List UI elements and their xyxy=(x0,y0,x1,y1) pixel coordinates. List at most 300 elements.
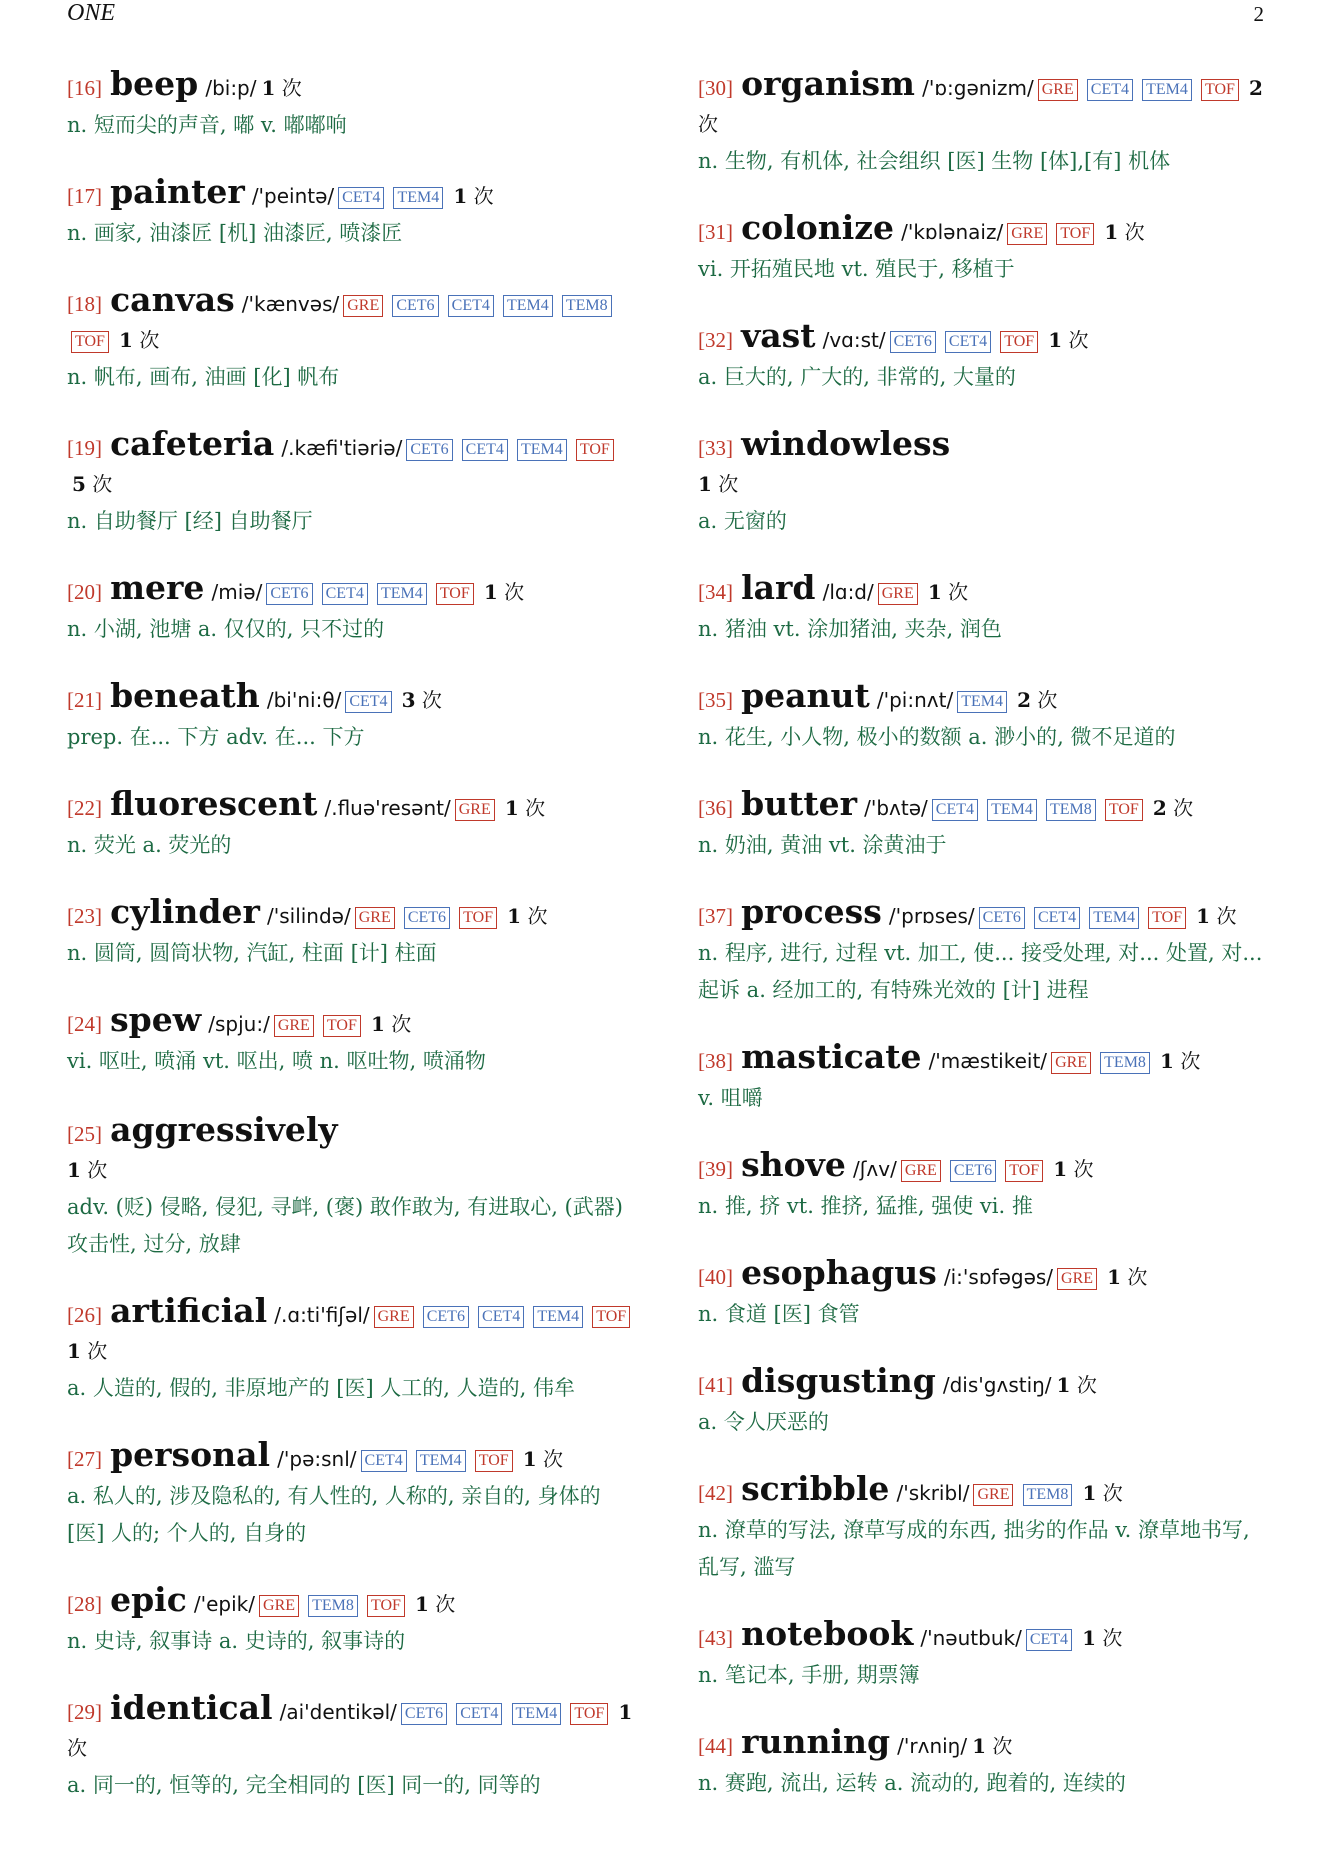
exam-tag-cet6: CET6 xyxy=(979,907,1025,929)
occurrence-count-unit: 次 xyxy=(1102,1481,1123,1505)
entry-headline xyxy=(698,1039,1273,1080)
headword: artificial xyxy=(110,1291,268,1330)
occurrence-count xyxy=(415,1592,455,1616)
occurrence-count xyxy=(484,580,524,604)
exam-tag-tof: TOF xyxy=(475,1450,513,1472)
entry-headline xyxy=(698,318,1273,359)
definition: a. 私人的, 涉及隐私的, 有人性的, 人称的, 亲自的, 身体的 [医] 人的; 个人的, 自身的 xyxy=(67,1484,601,1545)
word-entry xyxy=(698,1363,1273,1441)
exam-tag-gre: GRE xyxy=(901,1160,941,1182)
occurrence-count xyxy=(1082,1626,1122,1650)
left-column xyxy=(67,66,637,1804)
exam-tag-cet4: CET4 xyxy=(945,331,991,353)
entry-headline xyxy=(698,1616,1273,1657)
occurrence-count-unit: 次 xyxy=(87,1339,108,1363)
occurrence-count-number: 1 xyxy=(119,328,133,352)
phonetic-transcription: /spju:/ xyxy=(208,1012,270,1036)
occurrence-count xyxy=(1160,1049,1200,1073)
definition: n. 自助餐厅 [经] 自助餐厅 xyxy=(67,509,313,533)
headword: beep xyxy=(110,64,199,103)
exam-tag-tof: TOF xyxy=(71,331,109,353)
word-entry xyxy=(698,1039,1273,1117)
headword: vast xyxy=(741,316,816,355)
word-entry xyxy=(698,678,1273,756)
definition: n. 画家, 油漆匠 [机] 油漆匠, 喷漆匠 xyxy=(67,221,403,245)
phonetic-transcription: /'kɒlənaiz/ xyxy=(901,220,1004,244)
entry-headline xyxy=(698,1363,1273,1404)
exam-tag-cet4: CET4 xyxy=(1034,907,1080,929)
phonetic-transcription: /'kænvəs/ xyxy=(241,292,340,316)
occurrence-count-unit: 次 xyxy=(1073,1157,1094,1181)
entry-number: [42] xyxy=(698,1481,733,1505)
occurrence-count-number: 1 xyxy=(522,1447,537,1471)
occurrence-count-unit: 次 xyxy=(1124,220,1145,244)
entry-headline xyxy=(698,570,1273,611)
definition: n. 短而尖的声音, 嘟 v. 嘟嘟响 xyxy=(67,113,347,137)
phonetic-transcription: /'skribl/ xyxy=(896,1481,970,1505)
exam-tag-cet4: CET4 xyxy=(322,583,368,605)
occurrence-count-number: 1 xyxy=(1082,1626,1097,1650)
occurrence-count-unit: 次 xyxy=(281,76,302,100)
occurrence-count xyxy=(119,328,159,352)
entry-number: [36] xyxy=(698,796,733,820)
exam-tag-tof: TOF xyxy=(323,1015,361,1037)
exam-tag-cet4: CET4 xyxy=(478,1306,524,1328)
phonetic-transcription: /'ɒ:gənizm/ xyxy=(922,76,1034,100)
entry-headline xyxy=(698,210,1273,251)
occurrence-count-unit: 次 xyxy=(87,1158,108,1182)
exam-tag-cet4: CET4 xyxy=(456,1703,502,1725)
headword: beneath xyxy=(110,676,260,715)
occurrence-count-number: 2 xyxy=(1152,796,1167,820)
occurrence-count-unit: 次 xyxy=(139,328,160,352)
entry-number: [21] xyxy=(67,688,102,712)
definition: n. 食道 [医] 食管 xyxy=(698,1302,860,1326)
occurrence-count-number: 1 xyxy=(1053,1157,1068,1181)
occurrence-count-unit: 次 xyxy=(1127,1265,1148,1289)
definition: n. 荧光 a. 荧光的 xyxy=(67,833,232,857)
entry-headline xyxy=(698,894,1273,935)
occurrence-count-number: 1 xyxy=(370,1012,385,1036)
phonetic-transcription: /bi:p/ xyxy=(205,76,257,100)
entry-headline xyxy=(67,66,637,107)
occurrence-count-unit: 次 xyxy=(67,1736,87,1760)
definition: n. 小湖, 池塘 a. 仅仅的, 只不过的 xyxy=(67,617,385,641)
occurrence-count-number: 1 xyxy=(1056,1373,1071,1397)
word-entry xyxy=(698,426,1273,540)
definition: a. 无窗的 xyxy=(698,509,787,533)
occurrence-count xyxy=(67,1339,107,1363)
headword: painter xyxy=(110,172,245,211)
occurrence-count xyxy=(523,1447,563,1471)
occurrence-count-number: 1 xyxy=(415,1592,429,1616)
exam-tag-tem8: TEM8 xyxy=(562,295,612,317)
entry-number: [25] xyxy=(67,1122,102,1146)
entry-number: [39] xyxy=(698,1157,733,1181)
headword: masticate xyxy=(741,1037,922,1076)
occurrence-count-number: 1 xyxy=(1082,1481,1097,1505)
headword: running xyxy=(741,1722,891,1761)
occurrence-count-number: 1 xyxy=(1104,220,1119,244)
exam-tag-cet6: CET6 xyxy=(950,1160,996,1182)
entry-number: [23] xyxy=(67,904,102,928)
exam-tag-tem8: TEM8 xyxy=(308,1595,358,1617)
entry-number: [27] xyxy=(67,1447,102,1471)
occurrence-count-number: 1 xyxy=(698,472,712,496)
occurrence-count-number: 1 xyxy=(67,1158,81,1182)
exam-tag-cet6: CET6 xyxy=(404,907,450,929)
phonetic-transcription: /'pi:nʌt/ xyxy=(876,688,954,712)
occurrence-count xyxy=(505,796,545,820)
exam-tag-cet4: CET4 xyxy=(462,439,508,461)
word-entry xyxy=(67,1002,637,1080)
exam-tag-tem4: TEM4 xyxy=(416,1450,466,1472)
exam-tag-gre: GRE xyxy=(343,295,383,317)
definition: n. 生物, 有机体, 社会组织 [医] 生物 [体],[有] 机体 xyxy=(698,149,1171,173)
entry-number: [19] xyxy=(67,436,102,460)
entry-number: [33] xyxy=(698,436,733,460)
entry-headline xyxy=(698,1724,1273,1765)
entry-headline xyxy=(67,1690,637,1767)
word-entry xyxy=(698,1724,1273,1802)
entry-number: [43] xyxy=(698,1626,733,1650)
definition: a. 同一的, 恒等的, 完全相同的 [医] 同一的, 同等的 xyxy=(67,1773,541,1797)
definition: vi. 呕吐, 喷涌 vt. 呕出, 喷 n. 呕吐物, 喷涌物 xyxy=(67,1049,486,1073)
phonetic-transcription: /.kæfi'tiəriə/ xyxy=(281,436,403,460)
entry-number: [38] xyxy=(698,1049,733,1073)
exam-tag-tem4: TEM4 xyxy=(957,691,1007,713)
definition: n. 奶油, 黄油 vt. 涂黄油于 xyxy=(698,833,947,857)
occurrence-count-unit: 次 xyxy=(527,904,548,928)
definition: a. 巨大的, 广大的, 非常的, 大量的 xyxy=(698,365,1016,389)
occurrence-count-unit: 次 xyxy=(391,1012,412,1036)
occurrence-count-unit: 次 xyxy=(435,1592,456,1616)
occurrence-count-unit: 次 xyxy=(992,1734,1013,1758)
entry-number: [37] xyxy=(698,904,733,928)
exam-tag-gre: GRE xyxy=(1051,1052,1091,1074)
occurrence-count-number: 2 xyxy=(1017,688,1031,712)
exam-tag-tof: TOF xyxy=(570,1703,608,1725)
occurrence-count xyxy=(67,1158,107,1182)
occurrence-count xyxy=(1017,688,1057,712)
phonetic-transcription: /ai'dentikəl/ xyxy=(279,1700,397,1724)
exam-tag-cet4: CET4 xyxy=(1087,79,1133,101)
exam-tag-tof: TOF xyxy=(436,583,474,605)
exam-tag-tem4: TEM4 xyxy=(393,187,443,209)
exam-tag-tem4: TEM4 xyxy=(1089,907,1139,929)
exam-tag-cet6: CET6 xyxy=(406,439,452,461)
entry-headline xyxy=(67,174,637,215)
occurrence-count-number: 1 xyxy=(618,1700,633,1724)
entry-headline xyxy=(67,426,637,503)
headword: spew xyxy=(110,1000,202,1039)
entry-headline xyxy=(67,282,637,359)
occurrence-count-unit: 次 xyxy=(421,688,442,712)
exam-tag-gre: GRE xyxy=(1038,79,1078,101)
phonetic-transcription: /.fluə'resənt/ xyxy=(324,796,451,820)
word-entry xyxy=(67,570,637,648)
occurrence-count-number: 1 xyxy=(453,184,468,208)
definition: n. 帆布, 画布, 油画 [化] 帆布 xyxy=(67,365,340,389)
word-entry xyxy=(67,1690,637,1804)
occurrence-count xyxy=(262,76,302,100)
exam-tag-tem8: TEM8 xyxy=(1046,799,1096,821)
occurrence-count xyxy=(1107,1265,1147,1289)
headword: esophagus xyxy=(741,1253,937,1292)
exam-tag-gre: GRE xyxy=(259,1595,299,1617)
exam-tag-tof: TOF xyxy=(1000,331,1038,353)
entry-headline xyxy=(67,1002,637,1043)
phonetic-transcription: /.ɑ:ti'fiʃəl/ xyxy=(274,1303,370,1327)
word-entry xyxy=(698,1255,1273,1333)
exam-tag-gre: GRE xyxy=(374,1306,414,1328)
occurrence-count-unit: 次 xyxy=(1216,904,1237,928)
definition: n. 赛跑, 流出, 运转 a. 流动的, 跑着的, 连续的 xyxy=(698,1771,1126,1795)
exam-tag-tof: TOF xyxy=(1056,223,1094,245)
word-entry xyxy=(67,1437,637,1552)
exam-tag-tem4: TEM4 xyxy=(377,583,427,605)
occurrence-count-unit: 次 xyxy=(1102,1626,1123,1650)
exam-tag-tem8: TEM8 xyxy=(1023,1484,1073,1506)
occurrence-count-number: 1 xyxy=(1160,1049,1174,1073)
exam-tag-cet4: CET4 xyxy=(361,1450,407,1472)
entry-number: [26] xyxy=(67,1303,102,1327)
headword: windowless xyxy=(741,424,951,463)
entry-headline xyxy=(67,1293,637,1370)
word-entry xyxy=(67,1112,637,1263)
headword: cafeteria xyxy=(110,424,275,463)
occurrence-count-unit: 次 xyxy=(1173,796,1194,820)
exam-tag-tem4: TEM4 xyxy=(517,439,567,461)
entry-headline xyxy=(67,786,637,827)
word-entry xyxy=(698,1471,1273,1586)
occurrence-count-unit: 次 xyxy=(473,184,494,208)
occurrence-count-unit: 次 xyxy=(525,796,546,820)
occurrence-count-number: 2 xyxy=(1249,76,1263,100)
definition: n. 笔记本, 手册, 期票簿 xyxy=(698,1663,920,1687)
exam-tag-tof: TOF xyxy=(367,1595,405,1617)
entry-number: [16] xyxy=(67,76,102,100)
phonetic-transcription: /'pə:snl/ xyxy=(277,1447,357,1471)
entry-headline xyxy=(698,66,1273,143)
exam-tag-cet4: CET4 xyxy=(345,691,391,713)
headword: personal xyxy=(110,1435,271,1474)
exam-tag-cet6: CET6 xyxy=(392,295,438,317)
entry-headline xyxy=(698,426,1273,503)
entry-number: [18] xyxy=(67,292,102,316)
definition: n. 程序, 进行, 过程 vt. 加工, 使... 接受处理, 对... 处置, 对... 起诉 a. 经加工的, 有特殊光效的 [计] 进程 xyxy=(698,941,1263,1002)
word-entry xyxy=(67,786,637,864)
exam-tag-gre: GRE xyxy=(1007,223,1047,245)
definition: n. 史诗, 叙事诗 a. 史诗的, 叙事诗的 xyxy=(67,1629,406,1653)
occurrence-count-number: 1 xyxy=(483,580,498,604)
word-entry xyxy=(698,1147,1273,1225)
occurrence-count xyxy=(1153,796,1193,820)
definition: n. 潦草的写法, 潦草写成的东西, 拙劣的作品 v. 潦草地书写, 乱写, 滥写 xyxy=(698,1518,1250,1579)
occurrence-count-number: 1 xyxy=(1048,328,1063,352)
occurrence-count xyxy=(72,472,112,496)
entry-number: [31] xyxy=(698,220,733,244)
exam-tag-gre: GRE xyxy=(274,1015,314,1037)
phonetic-transcription: /'epik/ xyxy=(193,1592,256,1616)
definition: a. 人造的, 假的, 非原地产的 [医] 人工的, 人造的, 伟牟 xyxy=(67,1376,576,1400)
exam-tag-tem4: TEM4 xyxy=(512,1703,562,1725)
occurrence-count xyxy=(698,472,738,496)
definition: vi. 开拓殖民地 vt. 殖民于, 移植于 xyxy=(698,257,1015,281)
word-entry xyxy=(67,282,637,396)
phonetic-transcription: /miə/ xyxy=(211,580,263,604)
entry-headline xyxy=(67,1437,637,1478)
entry-number: [22] xyxy=(67,796,102,820)
occurrence-count xyxy=(1048,328,1088,352)
occurrence-count-number: 5 xyxy=(72,472,86,496)
word-entry xyxy=(698,786,1273,864)
entry-headline xyxy=(67,570,637,611)
exam-tag-gre: GRE xyxy=(355,907,395,929)
occurrence-count-unit: 次 xyxy=(543,1447,564,1471)
headword: mere xyxy=(110,568,205,607)
exam-tag-gre: GRE xyxy=(973,1484,1013,1506)
headword: shove xyxy=(741,1145,846,1184)
occurrence-count-number: 3 xyxy=(401,688,416,712)
headword: identical xyxy=(110,1688,273,1727)
occurrence-count-unit: 次 xyxy=(1076,1373,1097,1397)
page-number: 2 xyxy=(1253,2,1264,26)
headword: colonize xyxy=(741,208,895,247)
exam-tag-tof: TOF xyxy=(576,439,614,461)
phonetic-transcription: /'peintə/ xyxy=(251,184,335,208)
entry-headline xyxy=(698,1147,1273,1188)
entry-number: [24] xyxy=(67,1012,102,1036)
running-header-title: ONE xyxy=(67,0,115,26)
word-entry xyxy=(698,570,1273,648)
headword: epic xyxy=(110,1580,187,1619)
exam-tag-cet6: CET6 xyxy=(266,583,312,605)
exam-tag-gre: GRE xyxy=(878,583,918,605)
word-entry xyxy=(67,1293,637,1407)
headword: aggressively xyxy=(110,1110,338,1149)
word-entry xyxy=(67,1582,637,1660)
word-entry xyxy=(698,318,1273,396)
word-entry xyxy=(698,210,1273,288)
phonetic-transcription: /'rʌniŋ/ xyxy=(897,1734,968,1758)
occurrence-count-number: 1 xyxy=(507,904,522,928)
definition: v. 咀嚼 xyxy=(698,1086,763,1110)
exam-tag-cet6: CET6 xyxy=(890,331,936,353)
occurrence-count xyxy=(1057,1373,1097,1397)
entry-headline xyxy=(67,1112,637,1189)
right-column xyxy=(698,66,1273,1802)
entry-number: [35] xyxy=(698,688,733,712)
exam-tag-tof: TOF xyxy=(1105,799,1143,821)
exam-tag-tem4: TEM4 xyxy=(1142,79,1192,101)
phonetic-transcription: /vɑ:st/ xyxy=(822,328,886,352)
headword: lard xyxy=(741,568,816,607)
entry-headline xyxy=(67,894,637,935)
definition: adv. (贬) 侵略, 侵犯, 寻衅, (褒) 敢作敢为, 有进取心, (武器) 攻击性, 过分, 放肆 xyxy=(67,1195,623,1256)
occurrence-count-number: 1 xyxy=(1196,904,1211,928)
word-entry xyxy=(67,678,637,756)
occurrence-count xyxy=(453,184,493,208)
word-entry xyxy=(67,894,637,972)
occurrence-count xyxy=(972,1734,1012,1758)
exam-tag-gre: GRE xyxy=(1057,1268,1097,1290)
occurrence-count xyxy=(1196,904,1236,928)
occurrence-count xyxy=(402,688,442,712)
entry-headline xyxy=(698,1255,1273,1296)
occurrence-count-number: 1 xyxy=(261,76,276,100)
phonetic-transcription: /'silində/ xyxy=(266,904,351,928)
exam-tag-tem4: TEM4 xyxy=(503,295,553,317)
exam-tag-cet4: CET4 xyxy=(448,295,494,317)
definition: a. 令人厌恶的 xyxy=(698,1410,829,1434)
entry-number: [41] xyxy=(698,1373,733,1397)
entry-number: [44] xyxy=(698,1734,733,1758)
entry-headline xyxy=(67,1582,637,1623)
word-entry xyxy=(698,894,1273,1009)
phonetic-transcription: /lɑ:d/ xyxy=(822,580,874,604)
occurrence-count-unit: 次 xyxy=(1037,688,1058,712)
headword: fluorescent xyxy=(110,784,318,823)
occurrence-count-number: 1 xyxy=(972,1734,987,1758)
occurrence-count-number: 1 xyxy=(927,580,942,604)
occurrence-count-unit: 次 xyxy=(92,472,113,496)
exam-tag-tof: TOF xyxy=(1148,907,1186,929)
word-entry xyxy=(67,174,637,252)
phonetic-transcription: /dis'gʌstiŋ/ xyxy=(942,1373,1052,1397)
headword: canvas xyxy=(110,280,235,319)
occurrence-count-unit: 次 xyxy=(948,580,969,604)
headword: cylinder xyxy=(110,892,260,931)
headword: disgusting xyxy=(741,1361,936,1400)
headword: scribble xyxy=(741,1469,890,1508)
entry-headline xyxy=(698,786,1273,827)
phonetic-transcription: /'prɒses/ xyxy=(888,904,975,928)
headword: organism xyxy=(741,64,915,103)
occurrence-count-number: 1 xyxy=(67,1339,81,1363)
phonetic-transcription: /'mæstikeit/ xyxy=(928,1049,1048,1073)
exam-tag-cet6: CET6 xyxy=(423,1306,469,1328)
headword: butter xyxy=(741,784,858,823)
headword: process xyxy=(741,892,882,931)
exam-tag-tof: TOF xyxy=(1201,79,1239,101)
exam-tag-cet4: CET4 xyxy=(338,187,384,209)
phonetic-transcription: /ʃʌv/ xyxy=(852,1157,897,1181)
entry-headline xyxy=(698,1471,1273,1512)
entry-number: [40] xyxy=(698,1265,733,1289)
occurrence-count-unit: 次 xyxy=(1068,328,1089,352)
entry-number: [29] xyxy=(67,1700,102,1724)
headword: peanut xyxy=(741,676,870,715)
exam-tag-cet4: CET4 xyxy=(932,799,978,821)
exam-tag-cet4: CET4 xyxy=(1026,1629,1072,1651)
phonetic-transcription: /'bʌtə/ xyxy=(864,796,928,820)
occurrence-count-unit: 次 xyxy=(504,580,525,604)
exam-tag-gre: GRE xyxy=(455,799,495,821)
exam-tag-tem8: TEM8 xyxy=(1100,1052,1150,1074)
word-entry xyxy=(67,66,637,144)
entry-headline xyxy=(67,678,637,719)
entry-number: [20] xyxy=(67,580,102,604)
occurrence-count-unit: 次 xyxy=(718,472,739,496)
entry-number: [30] xyxy=(698,76,733,100)
exam-tag-tof: TOF xyxy=(459,907,497,929)
exam-tag-cet6: CET6 xyxy=(401,1703,447,1725)
entry-number: [32] xyxy=(698,328,733,352)
entry-number: [17] xyxy=(67,184,102,208)
occurrence-count-number: 1 xyxy=(1107,1265,1122,1289)
occurrence-count xyxy=(1104,220,1144,244)
